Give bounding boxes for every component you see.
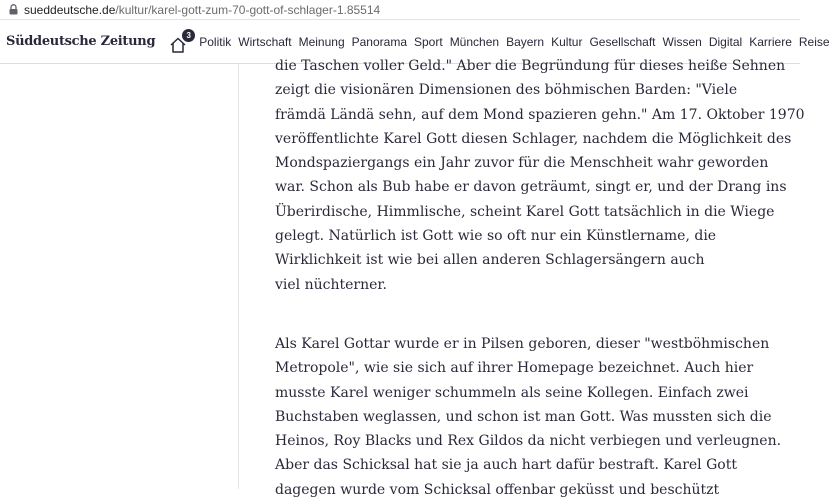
nav-item-bayern[interactable]: Bayern [506,34,545,49]
text-line: die Taschen voller Geld." Aber die Begründung für dieses heiße Sehnen [275,58,786,74]
article-paragraph [275,332,781,502]
text-line: Metropole", wie sie sich auf ihrer Homepage bezeichnet. Auch hier [275,360,754,377]
address-bar[interactable] [0,0,800,20]
text-line: war. Schon als Bub habe er davon geträumt, singt er, und der Drang ins [275,179,787,196]
text-line: främdä Ländä sehn, auf dem Mond spazieren gehn." Am 17. Oktober 1970 [275,106,805,123]
nav-item-panorama[interactable]: Panorama [351,34,407,49]
text-line: Als Karel Gottar wurde er in Pilsen geboren, dieser "westböhmischen [275,336,770,352]
text-line: Heinos, Roy Blacks und Rex Gildos da nicht verbiegen und verleugnen. [275,433,782,450]
text-line: Buchstaben weglassen, und schon ist man Gott. Was mussten sich die [275,408,772,425]
text-line: gelegt. Natürlich ist Gott wie so oft nur ein Künstlername, die [275,228,717,245]
article-paragraph [275,54,805,297]
lock-icon[interactable] [6,0,20,20]
left-gutter-divider [238,64,239,489]
nav-item-kultur[interactable]: Kultur [551,34,583,49]
text-line: Wirklichkeit ist wie bei allen anderen Schlagersängern auch [275,252,705,269]
home-button[interactable] [169,30,191,53]
url-path[interactable]: /kultur/karel-gott-zum-70-gott-of-schlager-1.85514 [115,2,381,17]
text-line: musste Karel weniger schummeln als seine Kollegen. Einfach zwei [275,384,749,401]
nav-item-wissen[interactable]: Wissen [662,34,702,49]
nav-item-reise[interactable]: Reise [798,34,830,49]
text-line: Aber das Schicksal hat sie ja auch hart dafür bestraft. Karel Gott [275,457,737,474]
text-line: viel nüchterner. [275,276,387,293]
url-domain[interactable]: sueddeutsche.de [24,2,116,17]
nav-item-politik[interactable]: Politik [199,34,232,49]
text-line: Mondspaziergangs ein Jahr zuvor für die Menschheit wahr geworden [275,155,769,172]
nav-item-wirtschaft[interactable]: Wirtschaft [238,34,292,49]
text-line: dagegen wurde vom Schicksal offenbar geküsst und beschützt [275,481,720,498]
nav-item-karriere[interactable]: Karriere [749,34,792,49]
nav-item-sport[interactable]: Sport [414,34,443,49]
site-logo[interactable]: Süddeutsche Zeitung [6,34,156,49]
notification-badge: 3 [182,29,195,42]
nav-item-muenchen[interactable]: München [449,34,500,49]
nav-links [199,35,836,49]
text-line: veröffentlichte Karel Gott diesen Schlager, nachdem die Möglichkeit des [275,130,792,147]
nav-item-gesellschaft[interactable]: Gesellschaft [589,34,656,49]
text-line: Überirdische, Himmlische, scheint Karel Gott tatsächlich in die Wiege [275,203,775,220]
nav-item-meinung[interactable]: Meinung [298,34,345,49]
nav-item-digital[interactable]: Digital [708,34,743,49]
text-line: zeigt die visionären Dimensionen des böhmischen Barden: "Viele [275,82,738,99]
